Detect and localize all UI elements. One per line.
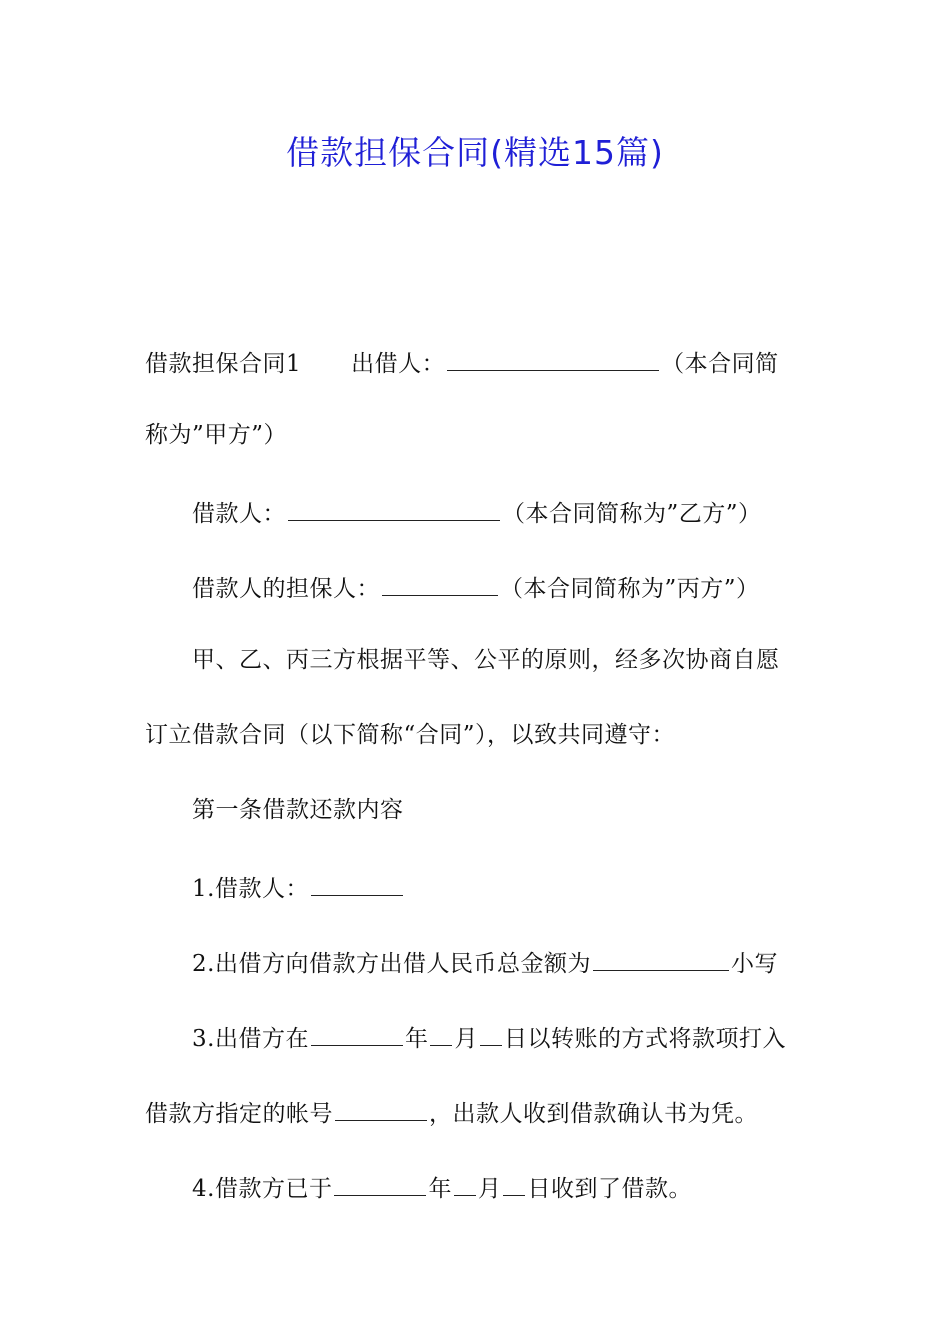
guarantor-suffix: （本合同简称为”丙方”） <box>500 576 760 602</box>
item-2-suffix: 小写 <box>730 951 778 977</box>
lender-blank[interactable] <box>447 340 659 371</box>
received-month-label: 月 <box>477 1176 502 1202</box>
item-3-text-end: 日以转账的方式将款项打入 <box>503 1026 786 1052</box>
year-blank[interactable] <box>311 1015 403 1046</box>
account-label: 借款方指定的帐号 <box>145 1101 333 1127</box>
item-4-text-end: 日收到了借款。 <box>527 1176 692 1202</box>
lender-suffix: （本合同简 <box>661 351 779 377</box>
received-day-blank[interactable] <box>503 1165 525 1196</box>
received-year-label: 年 <box>428 1176 452 1202</box>
received-year-blank[interactable] <box>334 1165 426 1196</box>
lender-label: 出借人： <box>351 351 446 377</box>
item-2-line <box>192 940 872 984</box>
amount-blank[interactable] <box>593 940 729 971</box>
document-title: 借款担保合同(精选15篇) <box>286 133 664 172</box>
borrower-line <box>192 490 872 534</box>
received-month-blank[interactable] <box>454 1165 476 1196</box>
borrower-blank[interactable] <box>288 490 500 521</box>
item-3-text-tail: ，出款人收到借款确认书为凭。 <box>429 1101 758 1127</box>
section-label: 借款担保合同1 <box>145 351 302 377</box>
item-4-line <box>192 1165 872 1209</box>
year-label: 年 <box>404 1026 429 1052</box>
item-3-text: 3.出借方在 <box>192 1026 309 1052</box>
item-3-continuation <box>145 1090 825 1134</box>
item-1-blank[interactable] <box>311 865 403 896</box>
account-blank[interactable] <box>335 1090 427 1121</box>
guarantor-label: 借款人的担保人： <box>192 576 380 602</box>
paragraph-line: 订立借款合同（以下简称“合同”），以致共同遵守： <box>145 722 676 748</box>
day-blank[interactable] <box>480 1015 502 1046</box>
lender-line <box>145 340 825 384</box>
item-1-line <box>192 865 872 909</box>
month-label: 月 <box>454 1026 478 1052</box>
item-2-label: 2.出借方向借款方出借人民币总金额为 <box>192 951 591 977</box>
borrower-suffix: （本合同简称为”乙方”） <box>502 501 762 527</box>
borrower-label: 借款人： <box>192 501 286 527</box>
item-3-line <box>192 1015 872 1059</box>
guarantor-blank[interactable] <box>382 565 498 596</box>
article-heading: 第一条借款还款内容 <box>192 797 404 823</box>
item-1-label: 1.借款人： <box>192 876 309 902</box>
month-blank[interactable] <box>430 1015 452 1046</box>
item-4-text: 4.借款方已于 <box>192 1176 333 1202</box>
lender-continuation: 称为”甲方”） <box>145 422 288 448</box>
paragraph-line: 甲、乙、丙三方根据平等、公平的原则，经多次协商自愿 <box>192 647 780 673</box>
guarantor-line <box>192 565 872 609</box>
